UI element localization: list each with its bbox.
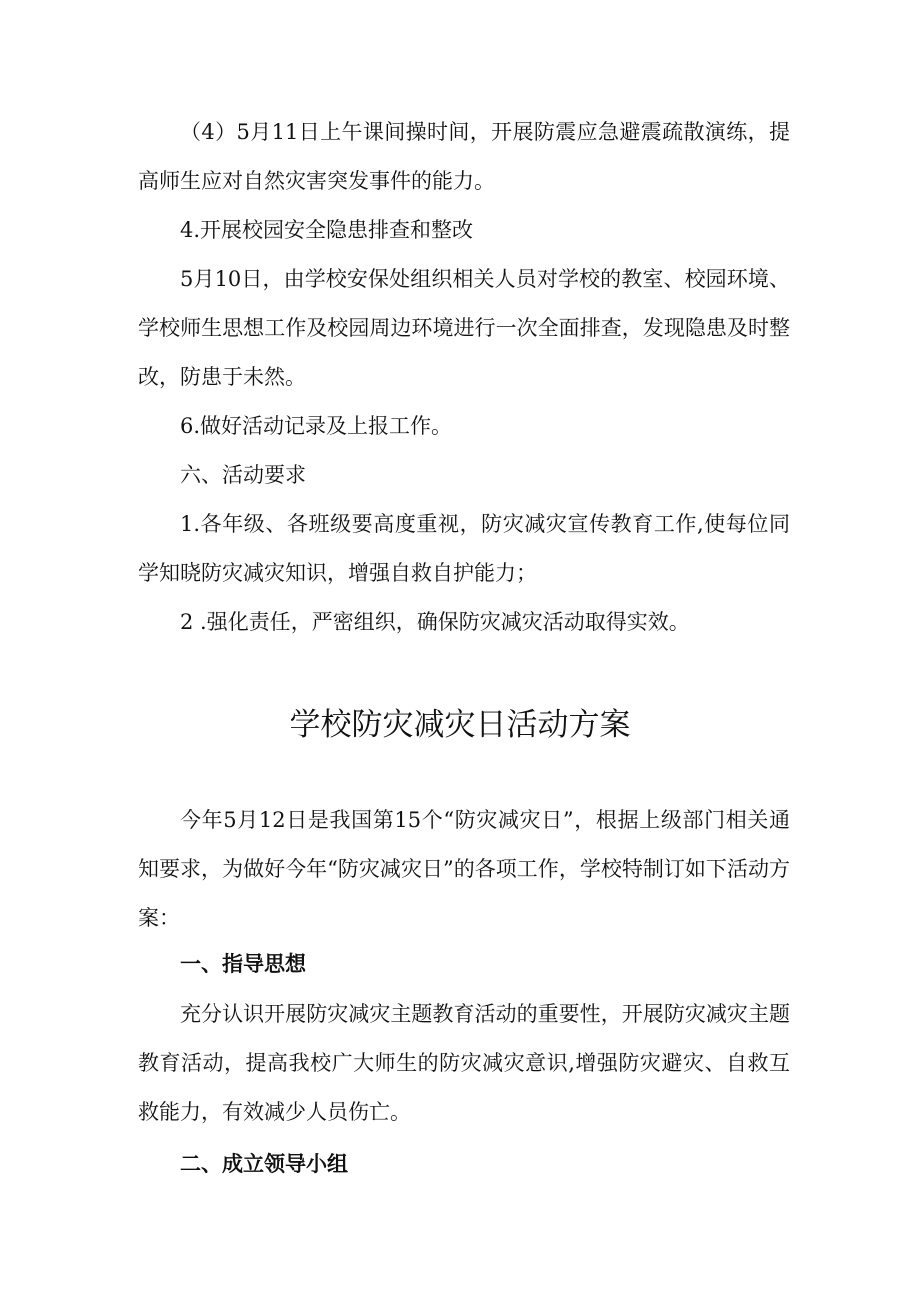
heading-guiding-ideology: 一、指导思想 bbox=[180, 952, 306, 976]
paragraph-requirement-1: 1.各年级、各班级要高度重视，防灾减灾宣传教育工作,使每位同学知晓防灾减灾知识，增强自救自护能力； bbox=[138, 512, 790, 585]
paragraph-drill: （4）5月11日上午课间操时间，开展防震应急避震疏散演练，提高师生应对自然灾害突发事件的能力。 bbox=[138, 120, 790, 193]
heading-leadership-group: 二、成立领导小组 bbox=[180, 1152, 348, 1176]
paragraph-requirement-2: 2 .强化责任，严密组织，确保防灾减灾活动取得实效。 bbox=[180, 610, 690, 634]
paragraph-guiding-ideology: 充分认识开展防灾减灾主题教育活动的重要性，开展防灾减灾主题教育活动，提高我校广大师生的防灾减灾意识,增强防灾避灾、自救互救能力，有效减少人员伤亡。 bbox=[138, 1002, 790, 1124]
paragraph-item-4: 4.开展校园安全隐患排查和整改 bbox=[180, 218, 474, 242]
document-title: 学校防灾减灾日活动方案 bbox=[289, 707, 631, 743]
section-heading-requirements: 六、活动要求 bbox=[180, 463, 306, 487]
paragraph-inspection: 5月10日，由学校安保处组织相关人员对学校的教室、校园环境、学校师生思想工作及校园周边环境进行一次全面排查，发现隐患及时整改，防患于未然。 bbox=[138, 267, 790, 389]
paragraph-item-6: 6.做好活动记录及上报工作。 bbox=[180, 414, 453, 438]
paragraph-intro: 今年5月12日是我国第15个“防灾减灾日”，根据上级部门相关通知要求，为做好今年“防灾减灾日”的各项工作，学校特制订如下活动方案： bbox=[138, 808, 790, 930]
